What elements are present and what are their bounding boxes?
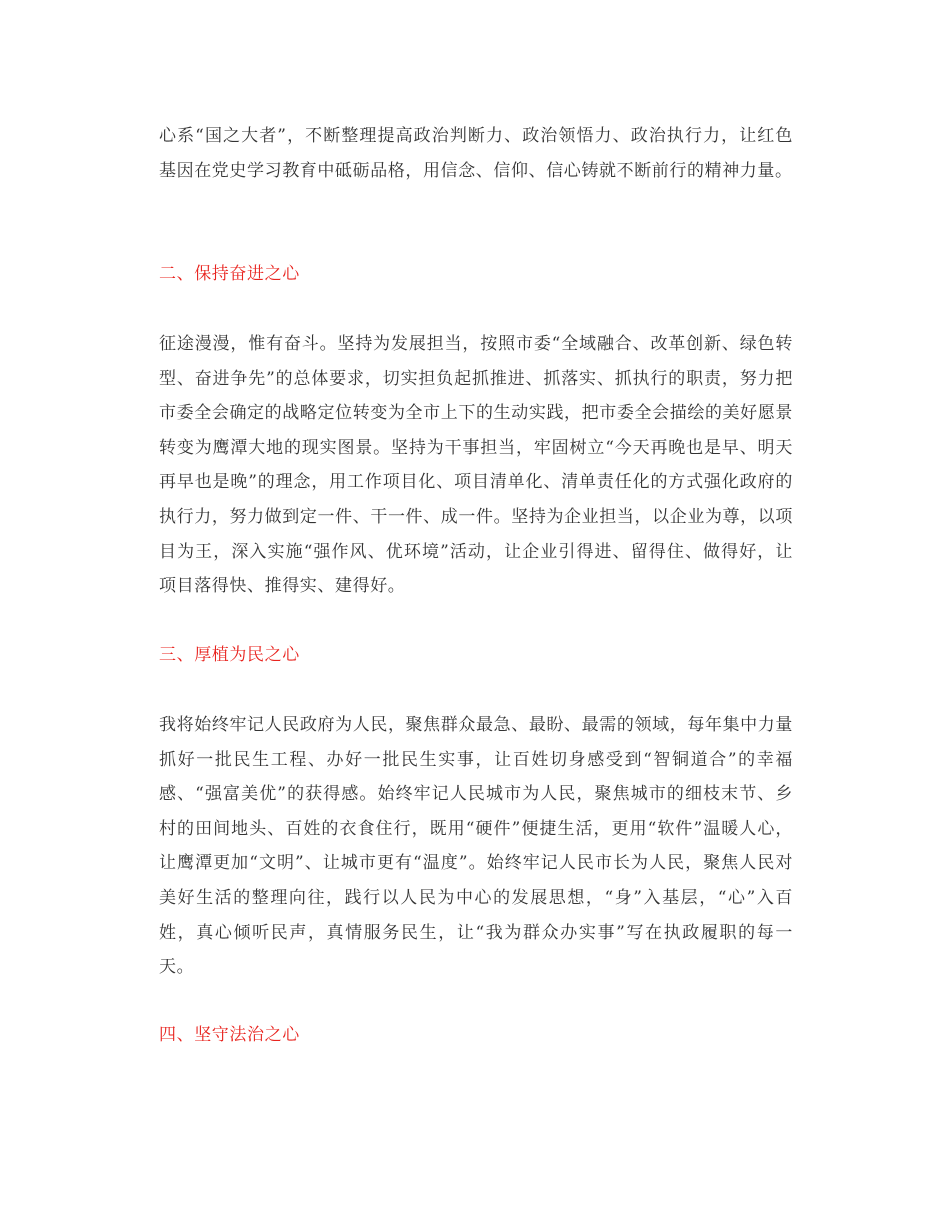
section-heading: 二、保持奋进之心 bbox=[159, 264, 300, 284]
body-paragraph: 我将始终牢记人民政府为人民，聚焦群众最急、最盼、最需的领域，每年集中力量抓好一批民生工程、办好一批民生实事，让百姓切身感受到“智铜道合”的幸福感、“强富美优”的获得感。始终牢记人民城市为人民，聚焦城市的细枝末节、乡村的田间地头、百姓的衣食住行，既用“硬件”便捷生活，更用“软件”温暖人心，让鹰潭更加“文明”、让城市更有“温度”。始终牢记人民市长为人民，聚焦人民对美好生活的整理向往，践行以人民为中心的发展思想，“身”入基层，“心”入百姓，真心倾听民声，真情服务民生，让“我为群众办实事”写在执政履职的每一天。 bbox=[159, 715, 793, 978]
section-heading: 三、厚植为民之心 bbox=[159, 645, 300, 665]
body-paragraph: 心系“国之大者”，不断整理提高政治判断力、政治领悟力、政治执行力，让红色基因在党史学习教育中砥砺品格，用信念、信仰、信心铸就不断前行的精神力量。 bbox=[159, 126, 793, 181]
body-paragraph: 征途漫漫，惟有奋斗。坚持为发展担当，按照市委“全域融合、改革创新、绿色转型、奋进争先”的总体要求，切实担负起抓推进、抓落实、抓执行的职责，努力把市委全会确定的战略定位转变为全市上下的生动实践，把市委全会描绘的美好愿景转变为鹰潭大地的现实图景。坚持为干事担当，牢固树立“今天再晚也是早、明天再早也是晚”的理念，用工作项目化、项目清单化、清单责任化的方式强化政府的执行力，努力做到定一件、干一件、成一件。坚持为企业担当，以企业为尊，以项目为王，深入实施“强作风、优环境”活动，让企业引得进、留得住、做得好，让项目落得快、推得实、建得好。 bbox=[159, 334, 793, 597]
section-heading: 四、坚守法治之心 bbox=[159, 1025, 300, 1045]
